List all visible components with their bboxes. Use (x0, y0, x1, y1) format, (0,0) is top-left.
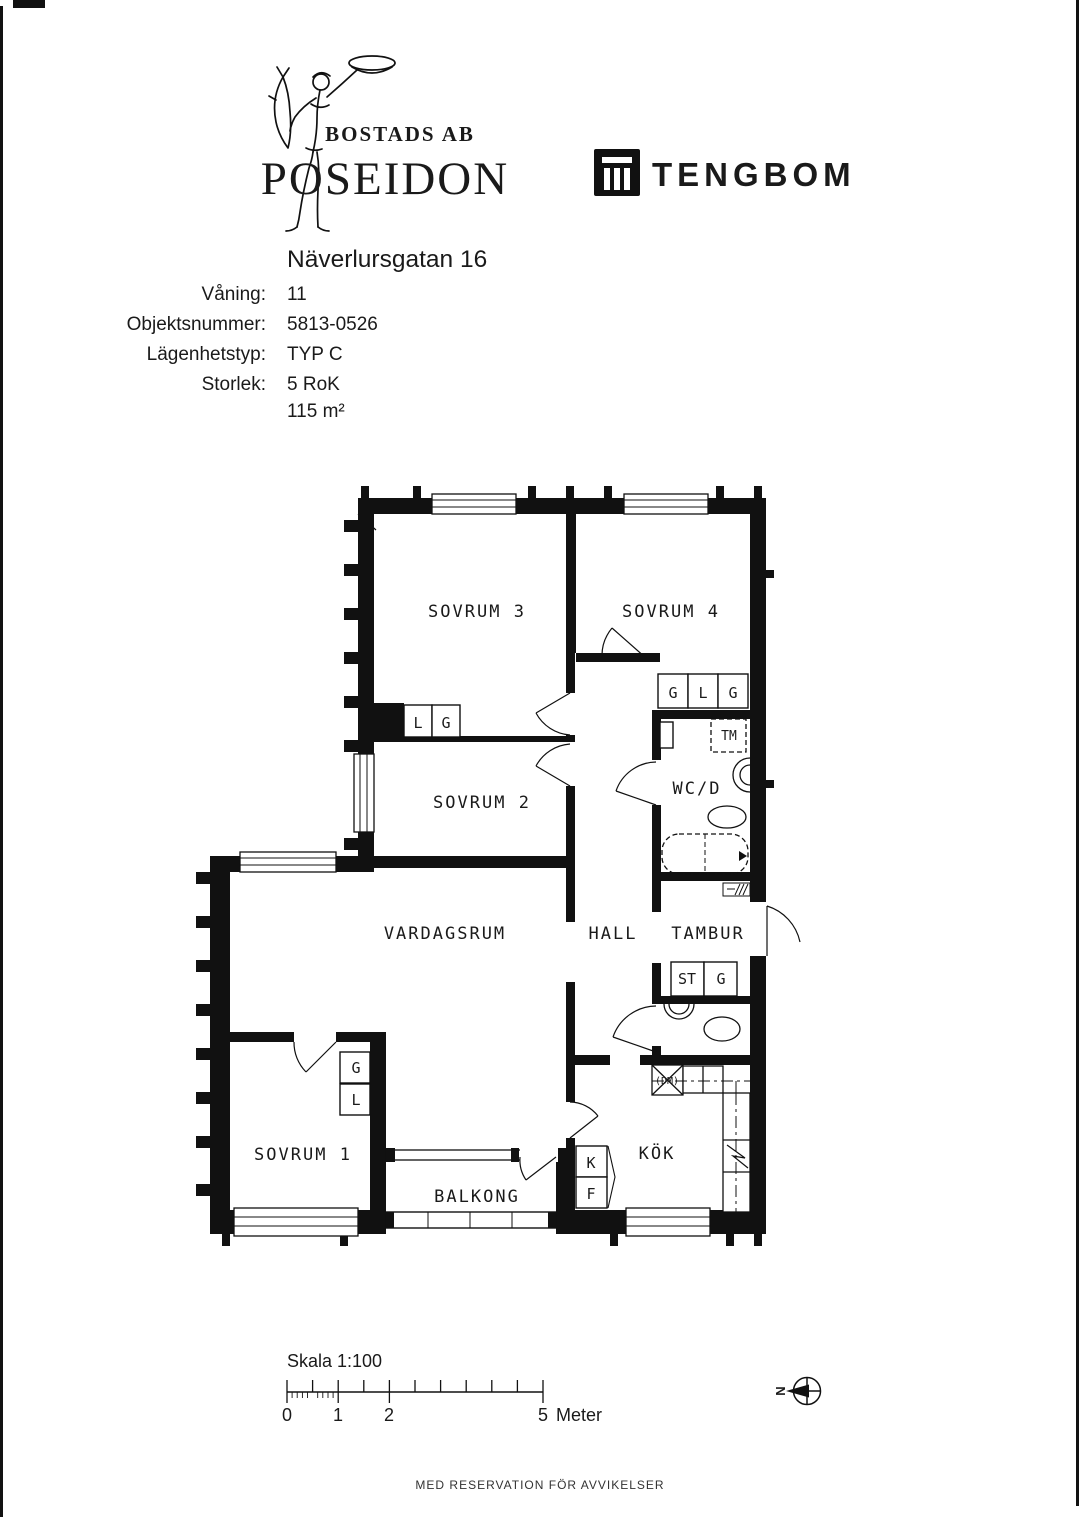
info-label-objektsnummer: Objektsnummer: (126, 314, 266, 335)
info-label-storlek: Storlek: (201, 374, 266, 395)
room-label-sovrum2: SOVRUM 2 (433, 793, 531, 813)
toilet-wcd (708, 806, 746, 828)
property-info (127, 246, 488, 422)
wcd-fixtures (662, 719, 750, 896)
window-vardagsrum (240, 852, 336, 872)
label-closet-l: L (351, 1091, 361, 1109)
room-label-sovrum1: SOVRUM 1 (254, 1145, 352, 1165)
room-label-balkong: BALKONG (434, 1187, 520, 1207)
poseidon-text: POSEIDON (260, 153, 510, 205)
fridge-door-mark (608, 1146, 615, 1208)
kitchen-sink-unit (683, 1066, 723, 1093)
room-label-sovrum4: SOVRUM 4 (622, 602, 720, 622)
tengbom-text: TENGBOM (652, 156, 856, 193)
balcony-railing (386, 1212, 556, 1228)
room-label-kok: KÖK (638, 1144, 676, 1164)
shaft-hatch-mark (723, 883, 750, 896)
kitchen-counter-east (723, 1093, 750, 1212)
balcony-glass-wall (386, 1148, 558, 1162)
info-value-vaning: 11 (287, 284, 307, 305)
door-small-wc (613, 1006, 656, 1052)
north-arrow (786, 1385, 809, 1398)
kitchen-fixtures (608, 1065, 750, 1212)
bostads-ab-text: BOSTADS AB (325, 122, 475, 146)
info-value-area: 115 m² (287, 401, 345, 422)
scale-bar (282, 1351, 602, 1425)
page-title: Näverlursgatan 16 (287, 246, 488, 273)
poseidon-logo (261, 56, 509, 231)
scale-tick-0: 0 (281, 1405, 293, 1425)
label-closet-l: L (413, 714, 423, 732)
room-label-vardagsrum: VARDAGSRUM (383, 924, 507, 944)
label-washing-machine: TM (721, 729, 737, 744)
info-value-lagenhetstyp: TYP C (287, 344, 343, 365)
sink-small-wc (664, 1004, 694, 1019)
tengbom-logo (594, 149, 856, 196)
room-label-hall: HALL (588, 924, 638, 944)
info-label-lagenhetstyp: Lägenhetstyp: (146, 344, 266, 365)
door-entry (767, 906, 800, 956)
scale-unit: Meter (556, 1405, 603, 1425)
door-sovrum1 (294, 1042, 336, 1072)
label-closet-g: G (716, 970, 726, 988)
window-sovrum4 (624, 494, 708, 514)
label-freezer: F (586, 1185, 596, 1203)
scale-tick-2: 2 (383, 1405, 395, 1425)
footer-disclaimer: MED RESERVATION FÖR AVVIKELSER (415, 1478, 665, 1492)
sink-wcd (733, 758, 750, 792)
small-wc-fixtures (664, 1004, 740, 1041)
entry-door-opening (750, 902, 766, 956)
window-sovrum2 (354, 754, 374, 832)
north-label: N (773, 1386, 788, 1396)
label-closet-g: G (728, 684, 738, 702)
door-sovrum3 (536, 693, 570, 735)
door-wcd (616, 762, 656, 805)
floor-plan (196, 486, 800, 1246)
room-label-sovrum3: SOVRUM 3 (428, 602, 526, 622)
label-closet-g: G (441, 714, 451, 732)
label-closet-g: G (668, 684, 678, 702)
label-closet-g: G (351, 1059, 361, 1077)
north-compass-icon (773, 1378, 821, 1405)
wcd-cabinet (660, 722, 673, 748)
info-label-vaning: Våning: (201, 284, 266, 305)
room-label-tambur: TAMBUR (671, 924, 745, 944)
room-label-wcd: WC/D (672, 779, 722, 799)
info-value-storlek: 5 RoK (287, 374, 340, 395)
label-dishwasher: (DM) (654, 1076, 680, 1087)
toilet-small-wc (704, 1017, 740, 1041)
window-sovrum3 (432, 494, 516, 514)
scale-title: Skala 1:100 (287, 1351, 383, 1371)
door-sovrum2 (536, 744, 570, 786)
info-value-objektsnummer: 5813-0526 (287, 314, 378, 335)
window-sovrum1 (234, 1208, 358, 1236)
door-kok (570, 1102, 598, 1138)
tengbom-column-icon (594, 149, 640, 196)
scale-tick-1: 1 (332, 1405, 344, 1425)
label-fridge: K (586, 1154, 596, 1172)
label-closet-l: L (698, 684, 708, 702)
window-kok (626, 1208, 710, 1236)
label-closet-st: ST (677, 970, 697, 988)
tub-drain-mark (739, 851, 747, 861)
scale-tick-5: 5 (537, 1405, 549, 1425)
